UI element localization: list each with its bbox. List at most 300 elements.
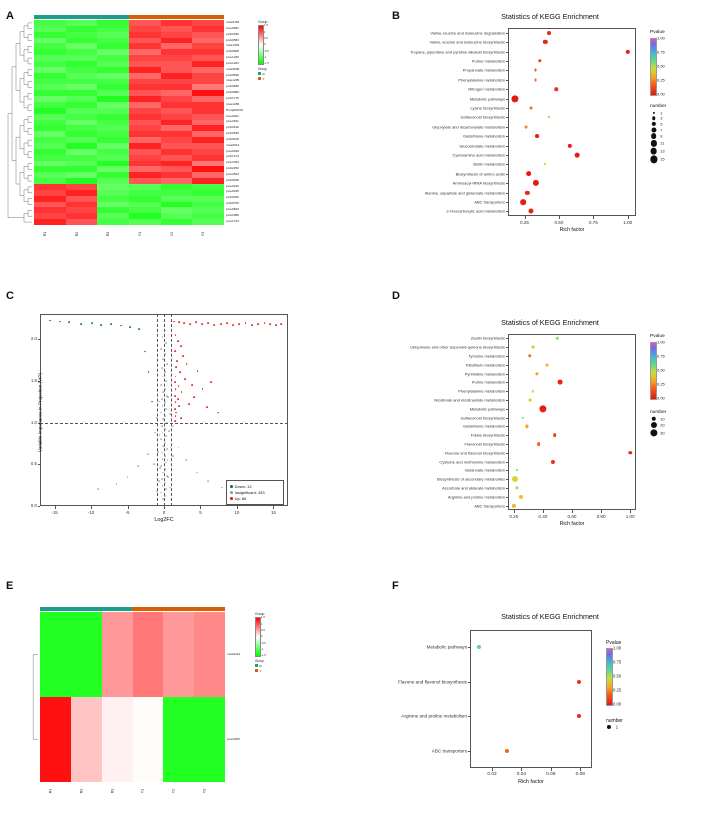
volcano-point [164,372,166,374]
column-label: R3 [106,231,111,237]
y-tick-mark [506,211,508,212]
volcano-point [147,453,149,455]
volcano-point [174,420,176,422]
data-bubble[interactable] [546,363,549,366]
row-label: pme2504 [226,171,239,176]
volcano-point [165,495,167,497]
category-label: Biosynthesis of amino acids [455,171,505,177]
volcano-point [169,487,171,489]
category-label: Butanoate metabolism [465,467,505,473]
category-label: ABC transporters [474,199,505,205]
volcano-point [91,322,93,324]
group-segment [66,15,98,19]
row-label: pme1284 [226,60,239,65]
volcano-point [111,323,113,325]
volcano-point [100,324,102,326]
volcano-point [164,482,166,484]
data-bubble[interactable] [534,69,537,72]
row-label: pme0349 [226,148,239,153]
number-legend-label: 15 [660,156,665,162]
scale-tick: -1.5 [264,61,269,66]
heatmap-cell [133,697,164,782]
scale-tick: 1.5 [264,23,268,28]
scale-tick: 0.5 [261,628,265,633]
y-tick-mark [506,418,508,419]
category-label: Metabolic pathways [469,406,505,412]
y-tick-mark [506,70,508,71]
volcano-point [188,403,190,405]
category-label: Valine, leucine and isoleucine biosynthesis [429,39,505,45]
data-bubble[interactable] [547,31,551,35]
column-label: R1 [48,788,53,794]
volcano-point [158,480,160,482]
row-label: pmb0596 [226,72,239,77]
y-tick-mark [506,61,508,62]
chart-title: Statistics of KEGG Enrichment [501,12,599,21]
number-legend-label: 11 [660,140,665,146]
data-bubble[interactable] [524,125,527,128]
heatmap-cell [163,697,194,782]
x-axis-title: Log2FC [154,517,174,523]
volcano-point [60,321,62,323]
x-tick-mark [551,768,552,771]
volcano-point [68,321,70,323]
kegg-panel-d [392,300,708,540]
y-tick-mark [506,391,508,392]
data-bubble[interactable] [558,380,563,385]
volcano-point [175,388,177,390]
volcano-point [120,325,122,327]
volcano-point [160,492,162,494]
chart-title: Statistics of KEGG Enrichment [501,318,599,327]
volcano-point [178,385,180,387]
data-bubble[interactable] [520,199,526,205]
scale-tick: 0 [264,42,266,47]
plot-area [470,630,592,768]
volcano-point [160,438,162,440]
category-label: Aminoacyl-tRNA biosynthesis [452,180,505,186]
x-tick-label: 15 [270,509,276,515]
data-bubble[interactable] [530,106,533,109]
volcano-point [164,428,166,430]
row-label: pme1063 [226,160,239,165]
category-label: Tropane, piperidine and pyridine alkaloid biosynthesis [409,49,505,54]
row-label: mws0183 [226,20,240,24]
row-label: pme0019 [226,183,239,188]
y-tick-mark [468,716,470,717]
number-legend-label: 30 [660,430,665,436]
volcano-point [174,395,176,397]
legend-label: Down: 13 [234,484,252,489]
y-tick-mark [506,497,508,498]
data-bubble[interactable] [553,433,557,437]
y-tick-mark [506,155,508,156]
category-label: Cyanoamino acid metabolism [452,152,505,158]
row-label: pmb0616 [226,125,239,130]
group-segment [129,15,161,19]
column-label: Y1 [140,788,145,794]
number-legend-dot [650,156,657,163]
x-tick-mark [521,768,522,771]
column-labels [40,784,225,798]
x-tick-label: 0.04 [516,771,527,777]
category-label: Isoflavonoid biosynthesis [460,114,505,120]
category-label: Alanine, aspartate and glutamate metabolism [424,190,505,195]
y-tick-label: 1.5 [30,377,37,383]
category-label: Pyrimidine metabolism [464,371,505,377]
chart-title: Statistics of KEGG Enrichment [501,612,599,621]
x-tick-mark [559,216,560,219]
x-tick-mark [273,506,274,509]
column-label: Y2 [171,788,176,794]
volcano-point [211,382,213,384]
heatmap-cell [40,697,71,782]
volcano-point [208,322,210,324]
group-swatch-row [258,72,304,76]
y-tick-mark [506,506,508,507]
legend-label: Up: 86 [234,496,247,501]
row-label: pmb0989 [226,90,239,95]
y-tick-mark [506,426,508,427]
category-label: Propanoate metabolism [462,67,505,73]
y-tick-mark [506,136,508,137]
volcano-point [177,398,179,400]
pvalue-colorbar [606,648,613,706]
pvalue-tick-label: 1.00 [613,645,622,651]
group-segment [132,607,163,611]
dendrogram-svg [4,20,32,225]
pvalue-tick-label: 0.00 [657,395,665,401]
pvalue-tick-label: 0.50 [657,63,665,69]
pvalue-colorbar [650,38,657,96]
y-tick-mark [506,382,508,383]
y-tick-mark [468,682,470,683]
x-axis-title: Rich factor [559,227,585,233]
volcano-point [201,323,203,325]
category-label: Ascorbate and aldarate metabolism [442,485,505,491]
x-tick-label: 0.25 [520,219,529,225]
pvalue-tick-label: 0.00 [657,91,665,97]
y-tick-mark [506,365,508,366]
row-label: pme1086 [226,212,239,217]
row-label: mws1346 [226,43,240,48]
volcano-point [161,478,163,480]
group-swatch-label: Y [262,76,265,81]
x-tick-label: 0.60 [567,513,577,519]
kegg-panel-f [392,600,708,820]
volcano-point [162,376,164,378]
y-tick-mark [506,33,508,34]
volcano-point [186,363,188,365]
column-label: Y3 [202,788,207,794]
volcano-point [181,392,183,394]
number-legend-label: 20 [660,422,665,428]
volcano-point [160,384,162,386]
x-tick-label: 0.08 [575,771,585,777]
heatmap-legend [258,20,304,81]
volcano-point [162,458,164,460]
group-swatch [255,669,258,672]
group-swatch [258,77,261,80]
threshold-vline [171,314,172,506]
panel-label-a: A [6,10,14,22]
scale-tick: 0 [261,634,263,639]
volcano-point [232,324,234,326]
y-tick-mark [506,52,508,53]
volcano-point [175,415,177,417]
number-legend-label: 10 [660,416,665,422]
volcano-point [173,455,175,457]
x-tick-label: 0.02 [487,771,497,777]
y-tick-mark [506,479,508,480]
x-tick-label: 1.00 [623,219,633,225]
volcano-point [165,442,167,444]
volcano-point [164,330,166,332]
category-label: Biotin metabolism [473,161,505,167]
volcano-point [185,459,187,461]
column-label: R1 [42,231,47,237]
category-label: Glutathione metabolism [462,133,505,139]
category-label: Isoflavonoid biosynthesis [460,415,505,421]
row-label: pmb0750 [226,201,239,206]
plot-area [508,334,636,510]
volcano-point [162,392,164,394]
volcano-point [165,353,167,355]
plot-area [508,28,636,216]
category-label: Arginine and proline metabolism [447,494,505,500]
volcano-point [153,463,155,465]
category-label: Tyrosine metabolism [468,353,505,359]
row-label: pmb0539 [226,131,239,136]
volcano-point [165,435,167,437]
row-label: mws0314 [227,652,241,656]
group-swatches [255,659,301,673]
column-label: Y2 [169,231,174,237]
volcano-point [127,476,129,478]
x-tick-mark [630,510,631,513]
volcano-point [138,465,140,467]
volcano-point [202,388,204,390]
x-tick-label: 0.40 [538,513,548,519]
volcano-point [157,490,159,492]
volcano-point [257,323,259,325]
group-swatch-row [255,664,301,668]
group-segment [71,607,102,611]
group-swatch-label: R [262,71,265,76]
category-label: Phenylalanine metabolism [458,388,505,394]
y-tick-mark [506,183,508,184]
volcano-point [157,451,159,453]
category-label: Riboflavin metabolism [465,362,505,368]
pvalue-tick-label: 0.50 [657,367,665,373]
row-label: pmb2036 [226,31,239,36]
scale-legend [255,617,299,657]
y-tick-mark [506,202,508,203]
number-legend-dot [652,116,655,119]
heatmap-cell [163,612,194,697]
panel-label-b: B [392,10,400,22]
y-tick-mark [506,453,508,454]
category-label: Phenylalanine metabolism [458,77,505,83]
volcano-point [157,417,159,419]
volcano-point [175,334,177,336]
category-label: ABC transporters [474,503,505,509]
volcano-point [162,432,164,434]
row-label: mws1286 [226,101,240,106]
x-tick-mark [164,506,165,509]
y-tick-mark [38,339,41,340]
data-bubble[interactable] [516,469,518,471]
volcano-point [159,468,161,470]
data-bubble[interactable] [535,134,539,138]
category-label: Purine metabolism [471,58,505,64]
y-tick-mark [506,409,508,410]
row-label: mws1295 [226,78,240,83]
group-segment [192,15,224,19]
x-tick-label: 5 [199,509,202,515]
volcano-legend [226,480,284,505]
threshold-vline [157,314,158,506]
row-label: pme0681 [226,25,239,30]
pvalue-tick-label: 0.00 [613,701,622,707]
volcano-point [251,324,253,326]
volcano-point [161,425,163,427]
volcano-point [80,323,82,325]
row-label: pmb2252 [226,166,239,171]
volcano-point [165,408,167,410]
column-label: R2 [79,788,84,794]
category-label: Purine metabolism [471,379,505,385]
volcano-point [217,412,219,414]
pvalue-legend-title: Pvalue [650,30,665,35]
y-tick-label: 0.0 [30,503,37,508]
y-tick-mark [506,80,508,81]
pvalue-tick-label: 0.75 [613,659,622,665]
number-legend-label: 1 [660,110,663,116]
volcano-point [196,472,198,474]
heatmap-panel-e [0,580,360,820]
y-tick-label: 2.0 [30,336,37,342]
volcano-point [164,402,166,404]
category-label: Valine, leucine and isoleucine degradation [430,30,505,36]
group-swatch-row [258,77,304,81]
volcano-point [180,417,182,419]
volcano-point [226,322,228,324]
panel-label-c: C [6,290,14,302]
y-tick-mark [506,347,508,348]
volcano-point [167,397,169,399]
row-dendrogram [4,612,38,782]
y-tick-mark [506,108,508,109]
group-swatches [258,67,304,81]
group-swatch [258,72,261,75]
data-bubble[interactable] [574,153,579,158]
data-bubble[interactable] [526,171,532,177]
volcano-point [160,412,162,414]
number-legend-label: 9 [660,133,663,139]
x-tick-mark [492,768,493,771]
data-bubble[interactable] [531,346,534,349]
category-label: Glucosinolate metabolism [459,143,505,148]
volcano-point [165,380,167,382]
y-tick-mark [468,751,470,752]
volcano-point [270,323,272,325]
category-label: Flavone and flavonol biosynthesis [444,450,505,456]
volcano-point [116,483,118,485]
legend-dot [230,491,233,494]
heatmap-grid [40,612,225,782]
column-label: Y1 [137,231,142,237]
heatmap-cell [102,697,133,782]
number-legend-label: 5 [660,121,663,127]
pvalue-tick-label: 0.50 [613,673,622,679]
scale-tick: 0.5 [264,36,268,41]
y-tick-mark [38,506,41,507]
column-labels [34,227,224,241]
x-tick-label: 0.50 [554,219,564,225]
data-bubble[interactable] [528,399,531,402]
scale-tick: -0.5 [261,640,266,645]
volcano-panel-c [0,288,360,538]
row-dendrogram [4,20,32,225]
category-label: Nicotinate and nicotinamide metabolism [434,397,505,403]
scale-legend [258,25,302,65]
x-tick-label: -10 [87,509,95,515]
volcano-point [165,342,167,344]
column-label: R2 [74,231,79,237]
number-legend-label: 13 [660,148,665,154]
legend-dot [230,497,233,500]
row-label: mws0914 [226,142,240,147]
x-tick-mark [55,506,56,509]
row-label: pme0305 [227,737,240,741]
heatmap-cell [71,697,102,782]
volcano-point [151,401,153,403]
volcano-point [281,323,283,325]
data-bubble[interactable] [534,78,537,81]
volcano-point [173,321,175,323]
volcano-point [172,426,174,428]
column-label: R3 [110,788,115,794]
column-label: Y3 [201,231,206,237]
row-label: pme1373 [226,218,239,223]
volcano-point [177,340,179,342]
volcano-point [138,328,140,330]
category-label: Lysine biosynthesis [470,105,505,111]
volcano-point [178,321,180,323]
volcano-point [165,468,167,470]
volcano-point [195,321,197,323]
volcano-point [191,384,193,386]
y-tick-mark [506,117,508,118]
volcano-point [162,358,164,360]
number-legend-dot [650,429,657,436]
group-segment [163,607,194,611]
volcano-point [174,382,176,384]
x-tick-mark [593,216,594,219]
category-label: Glyoxylate and dicarboxylate metabolism [432,124,505,130]
volcano-point [162,485,164,487]
volcano-point [164,455,166,457]
data-bubble[interactable] [537,442,541,446]
volcano-point [148,372,150,374]
y-tick-mark [506,488,508,489]
group-swatch [255,664,258,667]
x-tick-mark [128,506,129,509]
volcano-point [245,322,247,324]
category-label: Metabolic pathways [426,644,467,650]
volcano-point [161,398,163,400]
